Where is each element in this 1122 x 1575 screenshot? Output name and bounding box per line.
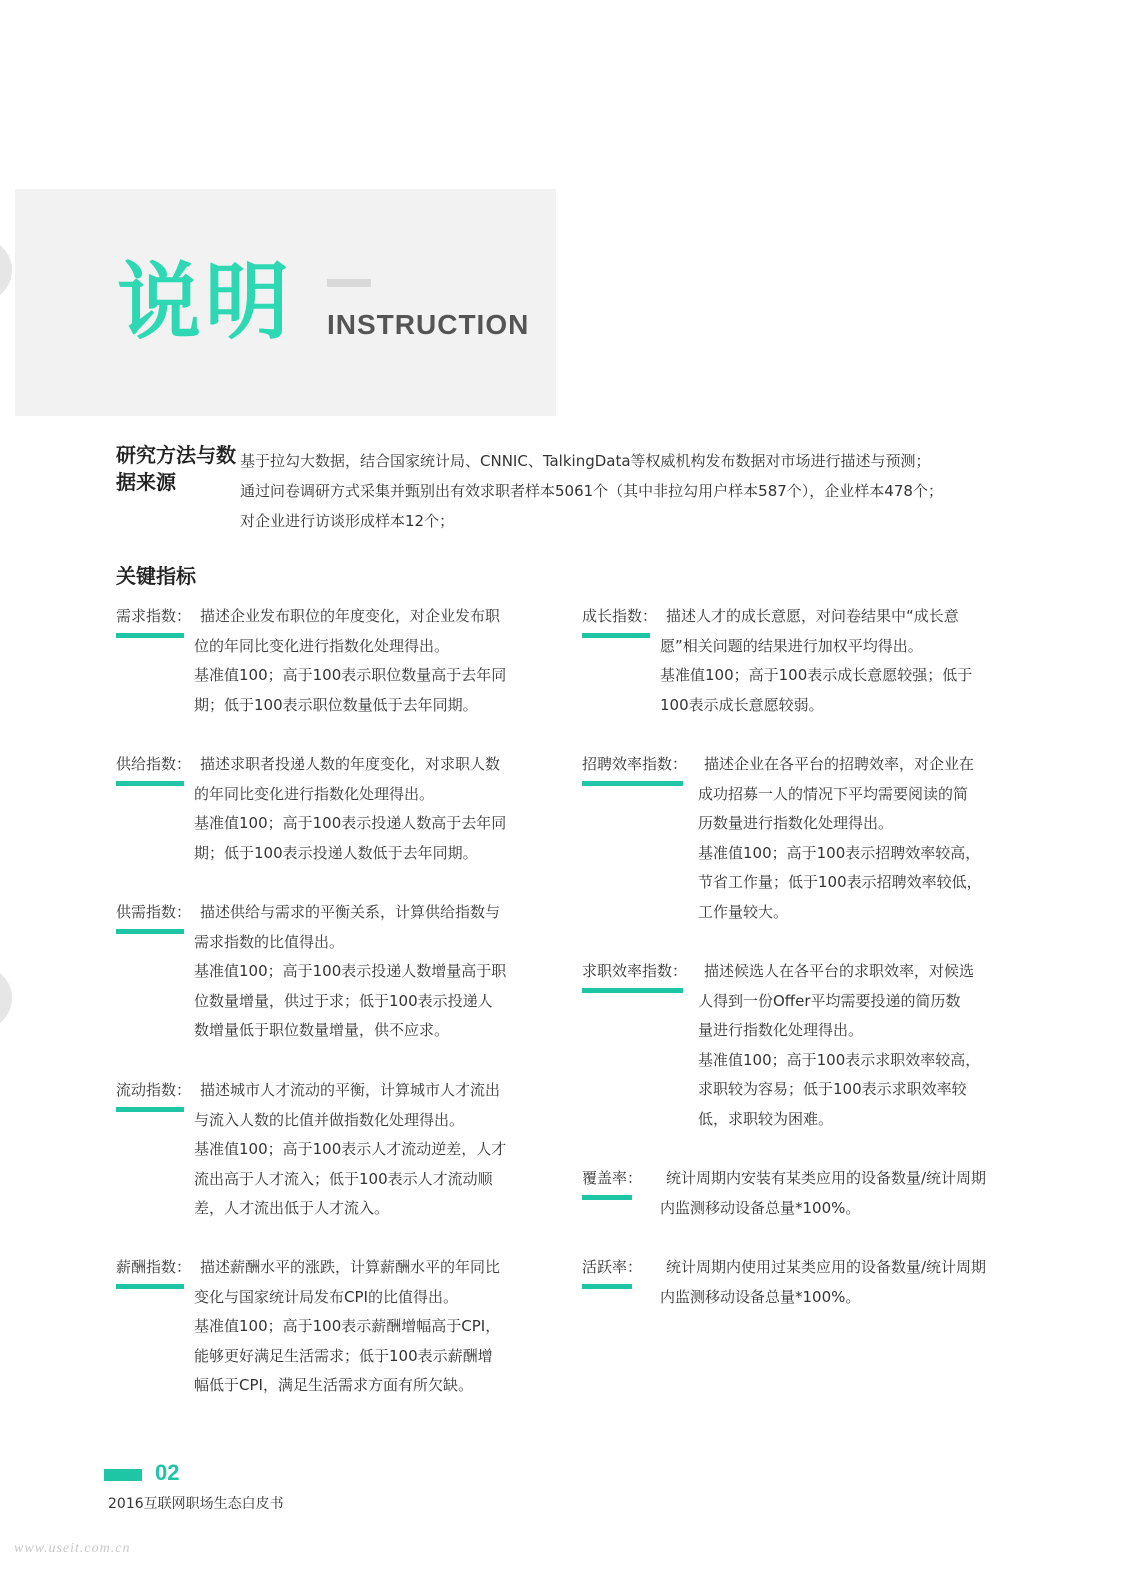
term-underline — [582, 1284, 632, 1289]
title-dash — [327, 279, 371, 287]
description-line: 需求指数的比值得出。 — [194, 932, 345, 951]
description-line: 流出高于人才流入；低于100表示人才流动顺 — [194, 1169, 493, 1188]
page-title: 说明 — [117, 253, 294, 351]
description-line: 基准值100；高于100表示求职效率较高， — [698, 1050, 981, 1069]
source-line: 基于拉勾大数据，结合国家统计局、CNNIC、TalkingData等权威机构发布数据对市场进行描述与预测； — [240, 452, 931, 470]
key-indicators-heading: 关键指标 — [116, 564, 196, 588]
description-line: 内监测移动设备总量*100%。 — [660, 1287, 861, 1306]
description-line: 描述候选人在各平台的求职效率，对候选 — [704, 962, 975, 980]
description-line: 描述企业在各平台的招聘效率，对企业在 — [704, 755, 975, 773]
description-line: 能够更好满足生活需求；低于100表示薪酬增 — [194, 1346, 493, 1365]
title-banner — [15, 189, 556, 416]
source-line: 对企业进行访谈形成样本12个； — [240, 512, 455, 530]
description-line: 基准值100；高于100表示人才流动逆差，人才 — [194, 1140, 507, 1158]
term-underline — [582, 633, 650, 638]
description-line: 描述企业发布职位的年度变化，对企业发布职 — [200, 607, 501, 625]
watermark: www.useit.com.cn — [14, 1541, 131, 1556]
description-line: 描述城市人才流动的平衡，计算城市人才流出 — [200, 1081, 501, 1099]
description-line: 求职较为容易；低于100表示求职效率较 — [698, 1080, 967, 1098]
page-subtitle: INSTRUCTION — [327, 309, 530, 340]
description-line: 描述供给与需求的平衡关系，计算供给指数与 — [200, 903, 501, 921]
description-line: 工作量较大。 — [698, 902, 789, 921]
description-line: 低，求职较为困难。 — [698, 1109, 834, 1128]
description-line: 基准值100；高于100表示成长意愿较强；低于 — [660, 666, 973, 684]
description-line: 基准值100；高于100表示职位数量高于去年同 — [194, 666, 507, 684]
description-line: 基准值100；高于100表示投递人数增量高于职 — [194, 962, 507, 980]
indicator-term: 活跃率： — [582, 1258, 643, 1276]
description-line: 内监测移动设备总量*100%。 — [660, 1198, 861, 1217]
description-line: 变化与国家统计局发布CPI的比值得出。 — [194, 1287, 458, 1306]
indicator-description — [194, 898, 506, 1046]
indicator-description — [698, 750, 982, 927]
description-line: 历数量进行指数化处理得出。 — [698, 814, 894, 832]
description-line: 位数量增量，供过于求；低于100表示投递人 — [194, 991, 493, 1010]
description-line: 人得到一份Offer平均需要投递的简历数 — [698, 991, 961, 1010]
source-text — [240, 446, 943, 536]
decor-circle — [0, 238, 12, 302]
description-line: 与流入人数的比值并做指数化处理得出。 — [194, 1110, 465, 1129]
indicator-term: 供需指数： — [116, 903, 192, 921]
description-line: 基准值100；高于100表示薪酬增幅高于CPI， — [194, 1317, 501, 1335]
term-underline — [582, 988, 683, 993]
description-line: 位的年同比变化进行指数化处理得出。 — [194, 636, 450, 655]
page-number-bar — [104, 1469, 142, 1481]
indicator-description — [660, 1253, 986, 1312]
term-underline — [116, 633, 184, 638]
indicator-term: 覆盖率： — [582, 1169, 643, 1187]
decor-circle — [0, 966, 12, 1030]
description-line: 数增量低于职位数量增量，供不应求。 — [194, 1021, 450, 1039]
term-underline — [116, 929, 184, 934]
description-line: 愿”相关问题的结果进行加权平均得出。 — [660, 636, 923, 655]
indicator-description — [194, 602, 506, 720]
description-line: 统计周期内安装有某类应用的设备数量/统计周期 — [666, 1169, 987, 1187]
indicator-description — [660, 1164, 986, 1223]
term-underline — [582, 1195, 632, 1200]
indicator-term: 流动指数： — [116, 1081, 192, 1099]
description-line: 量进行指数化处理得出。 — [698, 1021, 864, 1039]
description-line: 幅低于CPI，满足生活需求方面有所欠缺。 — [194, 1376, 473, 1394]
description-line: 的年同比变化进行指数化处理得出。 — [194, 784, 435, 803]
indicator-term: 需求指数： — [116, 607, 192, 625]
description-line: 描述求职者投递人数的年度变化，对求职人数 — [200, 755, 501, 773]
term-underline — [116, 1284, 184, 1289]
term-underline — [116, 781, 184, 786]
indicator-description — [194, 750, 506, 868]
indicator-term: 成长指数： — [582, 607, 658, 625]
description-line: 节省工作量；低于100表示招聘效率较低， — [698, 873, 982, 891]
description-line: 成功招募一人的情况下平均需要阅读的简 — [698, 784, 969, 803]
description-line: 统计周期内使用过某类应用的设备数量/统计周期 — [666, 1258, 987, 1276]
indicator-description — [194, 1253, 500, 1401]
document-title: 2016互联网职场生态白皮书 — [108, 1496, 284, 1512]
source-label: 研究方法与数据来源 — [116, 443, 236, 494]
source-line: 通过问卷调研方式采集并甄别出有效求职者样本5061个（其中非拉勾用户样本587个），企业样本478个； — [240, 482, 943, 500]
indicator-description — [660, 602, 972, 720]
description-line: 基准值100；高于100表示投递人数高于去年同 — [194, 814, 507, 832]
indicator-description — [194, 1076, 506, 1224]
term-underline — [116, 1107, 184, 1112]
description-line: 描述薪酬水平的涨跌，计算薪酬水平的年同比 — [200, 1258, 501, 1276]
page-number: 02 — [155, 1460, 180, 1485]
term-underline — [582, 781, 683, 786]
indicator-description — [698, 957, 980, 1134]
indicator-term: 供给指数： — [116, 755, 192, 773]
description-line: 描述人才的成长意愿，对问卷结果中“成长意 — [666, 607, 959, 625]
indicator-term: 招聘效率指数： — [582, 755, 688, 773]
indicator-term: 求职效率指数： — [582, 962, 688, 980]
indicator-term: 薪酬指数： — [116, 1258, 192, 1276]
description-line: 期；低于100表示职位数量低于去年同期。 — [194, 695, 478, 714]
description-line: 100表示成长意愿较弱。 — [660, 695, 824, 714]
description-line: 基准值100；高于100表示招聘效率较高， — [698, 843, 981, 862]
description-line: 期；低于100表示投递人数低于去年同期。 — [194, 843, 478, 862]
description-line: 差，人才流出低于人才流入。 — [194, 1199, 390, 1217]
